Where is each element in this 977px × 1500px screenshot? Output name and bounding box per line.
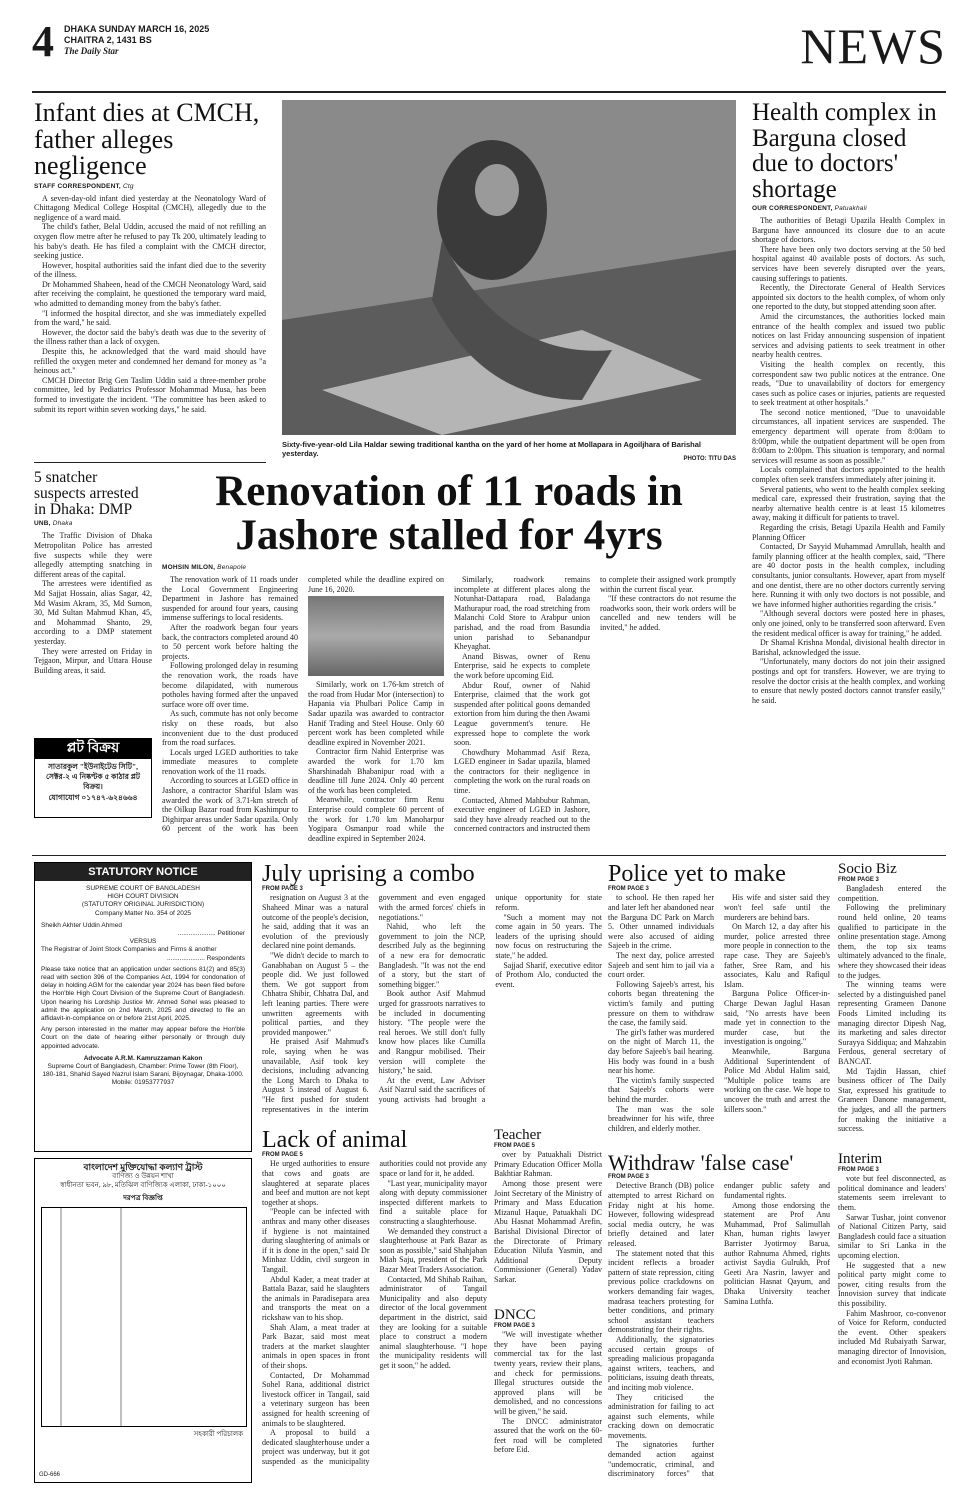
body: resignation on August 3 at the Shaheed Minar was a natural outcome of the people's decision, he said, adding that it was an evolution of the previously declared nine point demands. "We didn't decide to march to Ganabhaban on August 5 – the people did. We just followed them. We got support from Chhatra Shibir, Chhatra Dal, and left leaning parties. There were unwritten agreements with political parties, and they provided manpower." He praised Asif Mahmud's role, saying when he was unavailable, Asif took key decisions, including advancing the Long March to Dhaka to August 5 instead of August 6. "He first pushed for student representatives in the interim government and even engaged with the armed forces' chiefs in negotiations." Nahid, who left the government to join the NCP, described July as the beginning of a new era for democratic Bangladesh. "It was not the end of a story, but the start of something bigger." Book author Asif Mahmud urged for grassroots narratives to be included in documenting history. "The people were the real heroes. We still don't fully know how places like Cumilla and Rangpur mobilised. Their version will complete the history," he said. At the event, Law Adviser Asif Nazrul said the sacrifices of young activists had brought a unique opportunity for state reform. "Such a moment may not come again in 50 years. The leaders of the uprising should now focus on restructuring the state," he added. Sajjad Sharif, executive editor of Prothom Alo, conducted the event. (262, 893, 602, 1114)
body: The authorities of Betagi Upazila Health Complex in Barguna have announced its closure due to an acute shortage of doctors. There have been only two doctors serving at the 50 bed hospital against 40 available posts of doctors. As such, services have been severely disrupted over the years, causing sufferings to patients. Recently, the Directorate General of Health Services appointed six doctors to the health complex, of whom only one reported to the duty, but stopped attending soon after. Amid the circumstances, the authorities locked main entrance of the health complex and issued two public notices on last Friday announcing suspension of inpatient services and advising patients to seek treatment in other nearby health centres. Visiting the health complex on recently, this correspondent saw two public notices at the entrance. One reads, "Due to unavailability of doctors for emergency cases such as police cases or injuries, patients are requested to seek treatment at other hospitals." The second notice mentioned, "Due to unavoidable circumstances, all inpatient services are suspended. The emergency department will operate from 8:00am to 8:00pm, while the outpatient department will be open from 8:00am to 2:00pm. This situation is temporary, and normal services will resume as soon as possible." Locals complained that doctors appointed to the health complex often seek transfers immediately after joining it. Several patients, who went to the health complex seeking medical care, expressed their frustration, saying that the nearby alternative health centre is at least 15 kilometres away, making it difficult for patients to travel. Regarding the crisis, Betagi Upazila Health and Family Planning Officer Contacted, Dr Sayyid Muhammad Amrullah, health and family planning officer at the health complex, said, "There are 40 doctor posts in the health complex, including consultants, junior consultants. However, apart from myself and one dentist, there are no other doctors currently serving here. Running it with only two doctors is not possible, and we have informed higher authorities regarding the crisis." "Although several doctors were posted here in phases, only one joined, only to be transferred soon afterward. Even the resident medical officer is away for training," he added. Dr Shamal Krishna Mondal, divisional health director in Barishal, acknowledged the issue. "Unfortunately, many doctors do not join their assigned postings and opt for transfers. However, we are trying to resolve the doctor crisis at the health complex, and working to ensure that newly posted doctors cannot transfer easily," he said. (752, 216, 945, 705)
story-snatcher (34, 470, 152, 730)
byline: STAFF CORRESPONDENT, Ctg (34, 182, 134, 190)
headline: Renovation of 11 roads in Jashore stalled for 4yrs (215, 470, 683, 559)
body: He urged authorities to ensure that cows and goats are slaughtered at separate places and beef and mutton are not kept together at shops. "People can be infected with anthrax and many other diseases if hygiene is not maintained during slaughtering of animals or if it is done in the open," said Dr Minhaz Uddin, civil surgeon in Tangail. Abdul Kader, a meat trader at Battala Bazar, said he slaughters the animals in Paradisepara area and transports the meat on a rickshaw van to his shop. Shah Alam, a meat trader at Park Bazar, said most meat traders at the market slaughter animals in open spaces in front of their shops. Contacted, Dr Mohammad Sohel Rana, additional district livestock officer in Tangail, said a veterinary surgeon has been assigned for health screening of animals to be slaughtered. A proposal to build a dedicated slaughterhouse under a project was underway, but it got suspended as the municipality authorities could not provide any space or land for it, he added. "Last year, municipality mayor along with deputy commissioner inspected different markets to find a suitable place for constructing a slaughterhouse. We demanded they construct a slaughterhouse at Park Bazar as soon as possible," said Shahjahan Miah Saju, president of the Park Bazar Meat Traders Association. Contacted, Md Shihab Raihan, administrator of Tangail Municipality and also deputy director of the local government department in the district, said they are looking for a suitable place to construct a modern animal slaughterhouse. "I hope the municipality residents will get it soon," he added. (262, 1159, 487, 1466)
body: over by Patuakhali District Primary Education Officer Molla Bakhtiar Rahman. Among those present were Joint Secretary of the Ministry of Primary and Mass Education Mizanul Haque, Patuakhali DC Abu Hasnat Mohammad Arefin, Barishal Divisional Director of the Directorate of Primary Education Nilufa Yasmin, and Additional Deputy Commissioner (General) Yadav Sarkar. (494, 1150, 602, 1285)
headline: DNCC (494, 1308, 536, 1323)
divider (34, 462, 266, 463)
photo-caption: Sixty-five-year-old Lila Haldar sewing traditional kantha on the yard of her home at Mollapara in Agoiljhara of Barishal yesterday. PHOTO: TITU DAS (282, 440, 736, 462)
masthead (32, 20, 946, 90)
tender-notice: বাংলাদেশ মুক্তিযোদ্ধা কল্যাণ ট্রাস্ট বাণিজ্য ও উন্নয়ন শাখা স্বাধীনতা ভবন, ৯৮, মতিঝিল বাণিজ্যিক এলাকা, ঢাকা-১০০০ দরপত্র বিজ্ঞপ্তি সহকারী পরিচালক GD-666 (34, 1158, 252, 1483)
story-socio: Socio Biz FROM PAGE 3 Bangladesh entered the competition. Following the preliminary round held online, 20 teams qualified to participate in the online presentation stage. Among them, the top six teams ultimately advanced to the finale, where they showcased their ideas to the judges. The winning teams were selected by a distinguished panel representing Grameen Danone Foods Limited including its managing director Dipesh Nag, its marketing and sales director Surayya Siddiqua; and Mahzabin Ferdous, general secretary of BANCAT. Md Tajdin Hassan, chief business officer of The Daily Star, expressed his gratitude to Grameen Danone management, the judges, and all the partners for making the initiative a success. (838, 862, 946, 1134)
story-withdraw: Withdraw 'false case' FROM PAGE 3 Detective Branch (DB) police attempted to arrest Richard on Friday night at his home. However, following widespread social media outcry, he was briefly detained and later released. The statement noted that this incident reflects a broader pattern of state repression, citing previous police crackdowns on workers demanding fair wages, madrasa teachers protesting for better conditions, and primary school assistant teachers demonstrating for their rights. Additionally, the signatories accused certain groups of spreading malicious propaganda against writers, teachers, and politicians, issuing death threats, and inciting mob violence. They criticised the administration for failing to act against such elements, while cracking down on democratic movements. The signatories further demanded action against "undemocratic, criminal, and discriminatory forces" that endanger public safety and fundamental rights. Among those endorsing the statement are Prof Anu Muhammad, Prof Salimullah Khan, human rights lawyer Barrister Jyotirmoy Barua, author Rahnuma Ahmed, rights activist Saydia Gulrukh, Prof Geeti Ara Nasrin, lawyer and politician Hasnat Qayum, and Dhaka University teacher Samina Luthfa. (608, 1152, 830, 1483)
byline: MOHSIN MILON, Benapole (162, 564, 247, 571)
story-teacher: Teacher FROM PAGE 5 over by Patuakhali District Primary Education Officer Molla Bakhtiar Rahman. Among those present were Joint Secretary of the Ministry of Primary and Mass Education Mizanul Haque, Patuakhali DC Abu Hasnat Mohammad Arefin, Barishal Divisional Director of the Directorate of Primary Education Nilufa Yasmin, and Additional Deputy Commissioner (General) Yadav Sarkar. (494, 1128, 602, 1285)
divider (32, 855, 946, 856)
story-health (752, 100, 945, 845)
section-title: NEWS (800, 20, 946, 74)
ad-title: প্লট বিক্রয় (35, 739, 151, 759)
headline: Health complex in Barguna closed due to doctors' shortage (752, 100, 937, 203)
page-number: 4 (32, 20, 54, 66)
story-infant (34, 100, 266, 458)
notice-title: STATUTORY NOTICE (35, 863, 251, 881)
bangla-date: CHAITRA 2, 1431 BS (64, 35, 152, 45)
road-photo (308, 596, 444, 676)
headline: July uprising a combo (262, 862, 475, 887)
body: The renovation work of 11 roads under the Local Government Engineering Department in Jashore has remained suspended for around four years, causing immense sufferings to local residents. After the roadwork began four years back, the contractors completed around 40 to 50 percent work before halting the projects. Following prolonged delay in resuming the renovation work, the roads have become dilapidated, with numerous potholes having formed after the unpaved surface wore off over time. As such, commute has not only become risky on these roads, but also inconvenient due to the dust produced from the road surfaces. Locals urged LGED authorities to take immediate measures to complete renovation work of the 11 roads. According to sources at LGED office in Jashore, a contractor Shariful Islam was awarded the work of 3.71-km stretch of the Oilkup Bazar road from Kashimpur to Dighirpar areas under Sadar upazila. Only 60 percent of the work has been completed while the deadline expired on June 16, 2020. Similarly, work on 1.76-km stretch of the road from Hudar Mor (intersection) to Hapania via Phulbari Police Camp in Sadar upazila was awarded to contractor Hanif Trading and Steel House. Only 60 percent work has been completed while deadline expired in November 2021. Contractor firm Nahid Enterprise was awarded the work for 1.70 km Sharshinadah Bhabanipur road with a deadline till June 2024. Only 40 percent of the work has been completed. Meanwhile, contractor firm Renu Enterprise could complete 60 percent of the work for 1.70 km Manoharpur Yogipara Osmanpur road while the deadline expired in September 2024. Similarly, roadwork remains incomplete at different places along the Notunhat-Dattapara road, Baladanga Mathurapur road, the road stretching from Malanchi Cold Store to Arabpur union parishad, and the road from Basundia union parishad to Sebanandpur Kheyaghat. Anand Biswas, owner of Renu Enterprise, said he expects to complete the work before upcoming Eid. Abdur Rouf, owner of Nahid Enterprise, claimed that the work got suspended after political goons demanded extortion from him during the then Awami League government's tenure. He expressed hope to complete the work soon. Chowdhury Mohammad Asif Reza, LGED engineer in Sadar upazila, blamed the contractors for their negligence in completing the work on the rural roads on time. Contacted, Ahmed Mahbubur Rahman, executive engineer of LGED in Jashore, said they have already reached out to the concerned contractors and instructed them to complete their assigned work promptly within the current fiscal year. "If these contractors do not resume the roadworks soon, their work orders will be cancelled and new tenders will be invited," he added. (162, 575, 736, 843)
body: Bangladesh entered the competition. Following the preliminary round held online, 20 teams qualified to participate in the online presentation stage. Among them, the top six teams ultimately advanced to the finale, where they showcased their ideas to the judges. The winning teams were selected by a distinguished panel representing Grameen Danone Foods Limited including its managing director Dipesh Nag, its marketing and sales director Surayya Siddiqua; and Mahzabin Ferdous, general secretary of BANCAT. Md Tajdin Hassan, chief business officer of The Daily Star, expressed his gratitude to Grameen Danone management, the judges, and all the partners for making the initiative a success. (838, 884, 946, 1134)
paper-name: The Daily Star (64, 46, 119, 56)
byline: OUR CORRESPONDENT, Patuakhali (752, 205, 867, 212)
headline: Infant dies at CMCH, father alleges negligence (34, 100, 260, 181)
body: vote but feel disconnected, as political dominance and leaders' statements seem irrelevant to them. Sarwar Tushar, joint convenor of National Citizen Party, said Bangladesh could face a situation similar to Sri Lanka in the upcoming election. He suggested that a new political party might come to power, citing results from the Innovision survey that indicate this possibility. Fahim Mashroor, co-convenor of Voice for Reform, conducted the event. Other speakers included Md Rubaiyath Sarwar, managing director of Innovision, and economist Jyoti Rahman. (838, 1174, 946, 1366)
masthead-rule (32, 91, 946, 93)
story-july: July uprising a combo FROM PAGE 3 resignation on August 3 at the Shaheed Minar was a natural outcome of the people's decision, he said, adding that it was an evolution of the previously declared nine point demands. "We didn't decide to march to Ganabhaban on August 5 – the people did. We just followed them. We got support from Chhatra Shibir, Chhatra Dal, and left leaning parties. There were unwritten agreements with political parties, and they provided manpower." He praised Asif Mahmud's role, saying when he was unavailable, Asif took key decisions, including advancing the Long March to Dhaka to August 5 instead of August 6. "He first pushed for student representatives in the interim government and even engaged with the armed forces' chiefs in negotiations." Nahid, who left the government to join the NCP, described July as the beginning of a new era for democratic Bangladesh. "It was not the end of a story, but the start of something bigger." Book author Asif Mahmud urged for grassroots narratives to be included in documenting history. "The people were the real heroes. We still don't fully know how places like Cumilla and Rangpur mobilised. Their version will complete the history," he said. At the event, Law Adviser Asif Nazrul said the sacrifices of young activists had brought a unique opportunity for state reform. "Such a moment may not come again in 50 years. The leaders of the uprising should now focus on restructuring the state," he added. Sajjad Sharif, executive editor of Prothom Alo, conducted the event. (262, 862, 602, 1122)
body: The Traffic Division of Dhaka Metropolitan Police has arrested five suspects while they were allegedly attempting snatching in different areas of the capital. The arrestees were identified as Md Sajjat Hossain, alias Sagar, 42, Md Wasim Akram, 35, Md Sumon, 30, Md Sultan Mahmud Khan, 45, and Mohammad Shanto, 29, according to a DMP statement yesterday. They were arrested on Friday in Tejgaon, Mirpur, and Uttara House Building areas, it said. (34, 531, 152, 675)
headline: Socio Biz (838, 862, 897, 877)
issue-date: DHAKA SUNDAY MARCH 16, 2025 (64, 24, 210, 34)
byline: UNB, Dhaka (34, 520, 73, 528)
body: "We will investigate whether they have been paying commercial tax for the last twenty years, review their plans, and check for permissions. Illegal structures outside the approved plans will be demolished, and no concessions will be given," he said. The DNCC administrator assured that the work on the 60-feet road will be completed before Eid. (494, 1330, 602, 1455)
photo-credit: PHOTO: TITU DAS (683, 456, 736, 462)
headline: Lack of animal (262, 1128, 408, 1153)
ad-phone: যোগাযোগ ০১৭৪৭-৬২৪৬৬৪ (48, 793, 138, 802)
story-dncc: DNCC FROM PAGE 3 "We will investigate whether they have been paying commercial tax for the last twenty years, review their plans, and check for permissions. Illegal structures outside the approved plans will be demolished, and no concessions will be given," he said. The DNCC administrator assured that the work on the 60-feet road will be completed before Eid. (494, 1308, 602, 1455)
photo-kantha (282, 100, 736, 435)
story-police: Police yet to make FROM PAGE 3 to school. He then raped her and later left her abandoned near the Barguna DC Park on March 5. Other unnamed individuals were also accused of aiding Sajeeb in the crime. The next day, police arrested Sajeeb and sent him to jail via a court order. Following Sajeeb's arrest, his cohorts began threatening the victim's family and putting pressure on them to withdraw the case, the family said. The girl's father was murdered on the night of March 11, the day before Sajeeb's bail hearing. His body was found in a bush near his home. The victim's family suspected that Sajeeb's cohorts were behind the murder. The man was the sole breadwinner for his wife, three children, and elderly mother. His wife and sister said they won't feel safe until the murderers are behind bars. On March 12, a day after his murder, police arrested three more people in connection to the rape case. They are Sajeeb's father, Sree Ram, and his associates, Kalu and Rafiqul Islam. Barguna Police Officer-in-Charge Dewan Jaglul Hasan said, "No arrests have been made yet in connection to the murder case, but the investigation is ongoing." Meanwhile, Barguna Additional Superintendent of Police Md Abdul Halim said, "Multiple police teams are working on the case. We hope to uncover the truth and arrest the killers soon." (608, 862, 830, 1147)
headline: Withdraw 'false case' (608, 1152, 794, 1175)
story-animal: Lack of animal FROM PAGE 5 He urged authorities to ensure that cows and goats are slaughtered at separate places and beef and mutton are not kept together at shops. "People can be infected with anthrax and many other diseases if hygiene is not maintained during slaughtering of animals or if it is done in the open," said Dr Minhaz Uddin, civil surgeon in Tangail. Abdul Kader, a meat trader at Battala Bazar, said he slaughters the animals in Paradisepara area and transports the meat on a rickshaw van to his shop. Shah Alam, a meat trader at Park Bazar, said most meat traders at the market slaughter animals in open spaces in front of their shops. Contacted, Dr Mohammad Sohel Rana, additional district livestock officer in Tangail, said a veterinary surgeon has been assigned for health screening of animals to be slaughtered. A proposal to build a dedicated slaughterhouse under a project was underway, but it got suspended as the municipality authorities could not provide any space or land for it, he added. "Last year, municipality mayor along with deputy commissioner inspected different markets to find a suitable place for constructing a slaughterhouse. We demanded they construct a slaughterhouse at Park Bazar as soon as possible," said Shahjahan Miah Saju, president of the Park Bazar Meat Traders Association. Contacted, Md Shihab Raihan, administrator of Tangail Municipality and also deputy director of the local government department in the district, said they are looking for a suitable place to construct a modern animal slaughterhouse. "I hope the municipality residents will get it soon," he added. (262, 1128, 487, 1483)
story-interim: Interim FROM PAGE 3 vote but feel disconnected, as political dominance and leaders' statements seem irrelevant to them. Sarwar Tushar, joint convenor of National Citizen Party, said Bangladesh could face a situation similar to Sri Lanka in the upcoming election. He suggested that a new political party might come to power, citing results from the Innovision survey that indicate this possibility. Fahim Mashroor, co-convenor of Voice for Reform, conducted the event. Other speakers included Md Rubaiyath Sarwar, managing director of Innovision, and economist Jyoti Rahman. (838, 1152, 946, 1366)
ad-body: সাতারকুল "ইউনাইটেড সিটি", সেক্টর-২ এ নিষ্কণ্টক ৫ কাঠার প্লট বিক্রয়। (45, 762, 140, 791)
body: A seven-day-old infant died yesterday at the Neonatology Ward of Chittagong Medical College Hospital (CMCH), allegedly due to the negligence of a ward maid. The child's father, Belal Uddin, accused the maid of not refilling an oxygen flow metre after he refused to pay Tk 200, ultimately leading to his baby's death. He has filed a complaint with the CMCH director, seeking justice. However, hospital authorities said the infant died due to the severity of the illness. Dr Mohammed Shaheen, head of the CMCH Neonatology Ward, said after receiving the complaint, he questioned the temporary ward maid, who admitted to demanding money from the baby's father. "I informed the hospital director, and she was immediately expelled from the ward," he said. However, the doctor said the baby's death was due to the severity of the illness rather than a lack of oxygen. Despite this, he acknowledged that the ward maid should have refilled the oxygen meter and condemned her demand for money as "a heinous act." CMCH Director Brig Gen Taslim Uddin said a three-member probe committee, led by Pediatrics Professor Mohammad Musa, has been formed to investigate the incident. "The committee has been asked to submit its report within seven working days," he said. (34, 193, 266, 414)
statutory-notice: STATUTORY NOTICE SUPREME COURT OF BANGLADESH HIGH COURT DIVISION (STATUTORY ORIGINAL JURISDICTION) Company Matter No. 354 of 2025 Sheikh Akhter Uddin Ahmed ..................... Petitioner VERSUS The Registrar of Joint Stock Companies and Firms & another ..................... Respondents Please take notice that an application under sections 81(2) and 85(3) read with section 396 of the Companies Act, 1994 for condonation of delay in holding AGM for the calendar year 2024 has been filed before the Hon'ble High Court Division of the Supreme Court of Bangladesh. Upon hearing his Lordship Justice Mr. Ahmed Sohel was pleased to admit the application on 2nd March, 2025 and directed to file an affidavit-in-compliance on or before 21st April, 2025. Any person interested in the matter may appear before the Hon'ble Court on the date of hearing either personally or through duly appointed advocate. Advocate A.R.M. Kamruzzaman Kakon Supreme Court of Bangladesh, Chamber: Prime Tower (8th Floor), 180-181, Shahid Sayed Nazrul Islam Sarani, Bijoynagar, Dhaka-1000. Mobile: 01953777937 (34, 862, 252, 1152)
story-jashore (162, 470, 736, 848)
plot-ad (34, 738, 152, 818)
body: to school. He then raped her and later left her abandoned near the Barguna DC Park on March 5. Other unnamed individuals were also accused of aiding Sajeeb in the crime. The next day, police arrested Sajeeb and sent him to jail via a court order. Following Sajeeb's arrest, his cohorts began threatening the victim's family and putting pressure on them to withdraw the case, the family said. The girl's father was murdered on the night of March 11, the day before Sajeeb's bail hearing. His body was found in a bush near his home. The victim's family suspected that Sajeeb's cohorts were behind the murder. The man was the sole breadwinner for his wife, three children, and elderly mother. His wife and sister said they won't feel safe until the murderers are behind bars. On March 12, a day after his murder, police arrested three more people in connection to the rape case. They are Sajeeb's father, Sree Ram, and his associates, Kalu and Rafiqul Islam. Barguna Police Officer-in-Charge Dewan Jaglul Hasan said, "No arrests have been made yet in connection to the murder case, but the investigation is ongoing." Meanwhile, Barguna Additional Superintendent of Police Md Abdul Halim said, "Multiple police teams are working on the case. We hope to uncover the truth and arrest the killers soon." (608, 893, 830, 1133)
headline: 5 snatcher suspects arrested in Dhaka: DMP (34, 470, 139, 518)
tender-table (41, 1207, 247, 1427)
body: Detective Branch (DB) police attempted to arrest Richard on Friday night at his home. However, following widespread social media outcry, he was briefly detained and later released. The statement noted that this incident reflects a broader pattern of state repression, citing previous police crackdowns on workers demanding fair wages, madrasa teachers protesting for better conditions, and primary school assistant teachers demonstrating for their rights. Additionally, the signatories accused certain groups of spreading malicious propaganda against writers, teachers, and politicians, issuing death threats, and inciting mob violence. They criticised the administration for failing to act against such elements, while cracking down on democratic movements. The signatories further demanded action against "undemocratic, criminal, and discriminatory forces" that endanger public safety and fundamental rights. Among those endorsing the statement are Prof Anu Muhammad, Prof Salimullah Khan, human rights lawyer Barrister Jyotirmoy Barua, author Rahnuma Ahmed, rights activist Saydia Gulrukh, Prof Geeti Ara Nasrin, lawyer and politician Hasnat Qayum, and Dhaka University teacher Samina Luthfa. (608, 1181, 830, 1479)
photo-illustration (282, 100, 736, 435)
headline: Interim (838, 1152, 883, 1167)
headline: Police yet to make (608, 862, 786, 887)
headline: Teacher (494, 1128, 542, 1143)
